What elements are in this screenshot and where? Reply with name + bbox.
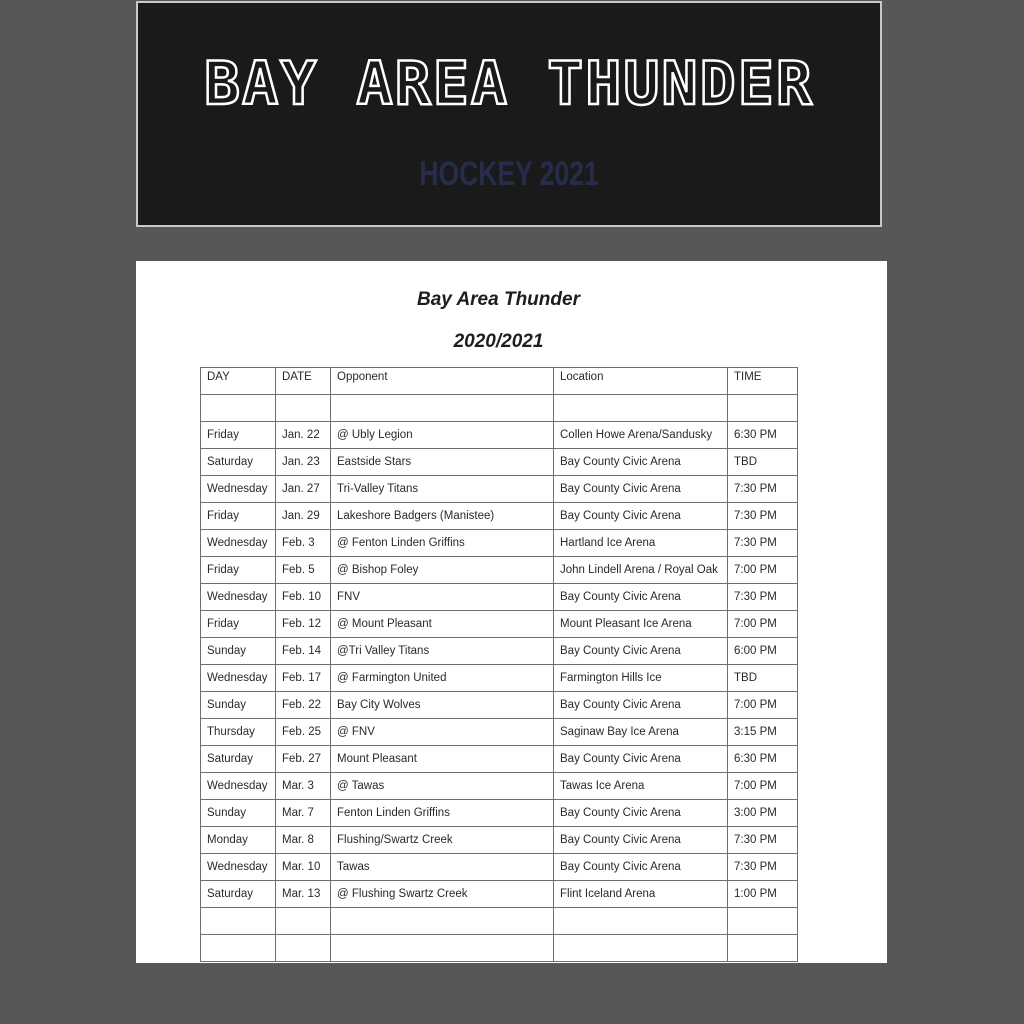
cell-time: 6:30 PM <box>728 422 798 449</box>
cell-date: Jan. 23 <box>276 449 331 476</box>
table-row <box>201 719 798 746</box>
cell-date <box>276 935 331 962</box>
cell-location: Bay County Civic Arena <box>554 476 728 503</box>
cell-day: Wednesday <box>201 476 276 503</box>
schedule-table <box>200 367 798 962</box>
cell-opponent: @ Fenton Linden Griffins <box>331 530 554 557</box>
cell-time: 7:30 PM <box>728 827 798 854</box>
cell-time <box>728 935 798 962</box>
cell-date: Feb. 25 <box>276 719 331 746</box>
cell-opponent: Lakeshore Badgers (Manistee) <box>331 503 554 530</box>
cell-day: Wednesday <box>201 665 276 692</box>
cell-date: Feb. 22 <box>276 692 331 719</box>
table-row <box>201 746 798 773</box>
cell-day: Saturday <box>201 881 276 908</box>
table-row <box>201 503 798 530</box>
cell-day: Wednesday <box>201 854 276 881</box>
cell-opponent <box>331 935 554 962</box>
cell-location: Tawas Ice Arena <box>554 773 728 800</box>
cell-day: Sunday <box>201 692 276 719</box>
cell-date: Feb. 17 <box>276 665 331 692</box>
cell-opponent: @ Flushing Swartz Creek <box>331 881 554 908</box>
cell-location: Bay County Civic Arena <box>554 827 728 854</box>
cell-date: Mar. 3 <box>276 773 331 800</box>
schedule-title: Bay Area Thunder <box>417 289 580 310</box>
cell-time: 7:30 PM <box>728 854 798 881</box>
cell-day <box>201 395 276 422</box>
cell-date: Feb. 5 <box>276 557 331 584</box>
table-row <box>201 854 798 881</box>
cell-location: Bay County Civic Arena <box>554 503 728 530</box>
cell-opponent: @ FNV <box>331 719 554 746</box>
cell-opponent: Mount Pleasant <box>331 746 554 773</box>
table-row <box>201 692 798 719</box>
cell-location: Mount Pleasant Ice Arena <box>554 611 728 638</box>
cell-date: Feb. 10 <box>276 584 331 611</box>
cell-time: 7:30 PM <box>728 584 798 611</box>
cell-time: 6:30 PM <box>728 746 798 773</box>
cell-time: 7:30 PM <box>728 476 798 503</box>
table-row <box>201 395 798 422</box>
cell-opponent: Eastside Stars <box>331 449 554 476</box>
cell-day <box>201 935 276 962</box>
table-row <box>201 449 798 476</box>
cell-location: Bay County Civic Arena <box>554 854 728 881</box>
cell-location <box>554 908 728 935</box>
table-header-row <box>201 368 798 395</box>
table-row <box>201 584 798 611</box>
cell-opponent: Tawas <box>331 854 554 881</box>
cell-time: 7:00 PM <box>728 692 798 719</box>
cell-day: Thursday <box>201 719 276 746</box>
cell-location <box>554 935 728 962</box>
table-row <box>201 611 798 638</box>
cell-location: Bay County Civic Arena <box>554 449 728 476</box>
cell-opponent: FNV <box>331 584 554 611</box>
cell-location: Hartland Ice Arena <box>554 530 728 557</box>
cell-location <box>554 395 728 422</box>
cell-day: Monday <box>201 827 276 854</box>
table-row <box>201 638 798 665</box>
cell-time: 6:00 PM <box>728 638 798 665</box>
cell-opponent: Tri-Valley Titans <box>331 476 554 503</box>
cell-opponent: Flushing/Swartz Creek <box>331 827 554 854</box>
table-row <box>201 422 798 449</box>
cell-location: Collen Howe Arena/Sandusky <box>554 422 728 449</box>
cell-date: Mar. 13 <box>276 881 331 908</box>
header-time: TIME <box>728 368 798 395</box>
schedule-document <box>136 261 887 963</box>
cell-opponent: @ Ubly Legion <box>331 422 554 449</box>
table-row <box>201 881 798 908</box>
table-row <box>201 530 798 557</box>
table-row <box>201 908 798 935</box>
cell-date: Jan. 22 <box>276 422 331 449</box>
cell-opponent <box>331 395 554 422</box>
header-banner <box>136 1 882 227</box>
cell-day: Wednesday <box>201 584 276 611</box>
cell-day: Wednesday <box>201 530 276 557</box>
cell-date: Jan. 27 <box>276 476 331 503</box>
cell-location: Bay County Civic Arena <box>554 692 728 719</box>
table-row <box>201 827 798 854</box>
cell-day: Friday <box>201 422 276 449</box>
cell-location: Flint Iceland Arena <box>554 881 728 908</box>
cell-opponent: @ Tawas <box>331 773 554 800</box>
cell-date: Feb. 14 <box>276 638 331 665</box>
table-row <box>201 665 798 692</box>
cell-time: 3:15 PM <box>728 719 798 746</box>
header-date: DATE <box>276 368 331 395</box>
cell-day: Saturday <box>201 746 276 773</box>
cell-time: 7:30 PM <box>728 503 798 530</box>
cell-day: Saturday <box>201 449 276 476</box>
cell-day: Sunday <box>201 638 276 665</box>
cell-time: 1:00 PM <box>728 881 798 908</box>
cell-time <box>728 395 798 422</box>
header-day: DAY <box>201 368 276 395</box>
schedule-season: 2020/2021 <box>453 331 544 352</box>
cell-location: Bay County Civic Arena <box>554 800 728 827</box>
banner-title: BAY AREA THUNDER <box>204 49 814 119</box>
cell-location: Saginaw Bay Ice Arena <box>554 719 728 746</box>
cell-time <box>728 908 798 935</box>
table-row <box>201 935 798 962</box>
cell-date: Mar. 8 <box>276 827 331 854</box>
cell-date: Mar. 7 <box>276 800 331 827</box>
cell-opponent: @ Mount Pleasant <box>331 611 554 638</box>
cell-date: Feb. 12 <box>276 611 331 638</box>
cell-date <box>276 908 331 935</box>
cell-time: 7:30 PM <box>728 530 798 557</box>
cell-opponent: @ Bishop Foley <box>331 557 554 584</box>
cell-time: 7:00 PM <box>728 557 798 584</box>
header-opponent: Opponent <box>331 368 554 395</box>
cell-opponent: @ Farmington United <box>331 665 554 692</box>
cell-day <box>201 908 276 935</box>
table-row <box>201 773 798 800</box>
cell-date <box>276 395 331 422</box>
cell-date: Feb. 3 <box>276 530 331 557</box>
cell-time: TBD <box>728 665 798 692</box>
cell-time: 7:00 PM <box>728 773 798 800</box>
cell-day: Friday <box>201 557 276 584</box>
cell-opponent <box>331 908 554 935</box>
cell-location: Farmington Hills Ice <box>554 665 728 692</box>
table-row <box>201 476 798 503</box>
cell-opponent: Bay City Wolves <box>331 692 554 719</box>
cell-location: John Lindell Arena / Royal Oak <box>554 557 728 584</box>
cell-location: Bay County Civic Arena <box>554 638 728 665</box>
cell-location: Bay County Civic Arena <box>554 584 728 611</box>
banner-subtitle: HOCKEY 2021 <box>419 155 599 193</box>
cell-time: 3:00 PM <box>728 800 798 827</box>
cell-date: Mar. 10 <box>276 854 331 881</box>
cell-day: Wednesday <box>201 773 276 800</box>
cell-opponent: Fenton Linden Griffins <box>331 800 554 827</box>
cell-opponent: @Tri Valley Titans <box>331 638 554 665</box>
header-location: Location <box>554 368 728 395</box>
cell-day: Friday <box>201 611 276 638</box>
table-row <box>201 557 798 584</box>
cell-date: Jan. 29 <box>276 503 331 530</box>
table-row <box>201 800 798 827</box>
cell-date: Feb. 27 <box>276 746 331 773</box>
cell-time: 7:00 PM <box>728 611 798 638</box>
cell-day: Sunday <box>201 800 276 827</box>
cell-time: TBD <box>728 449 798 476</box>
cell-location: Bay County Civic Arena <box>554 746 728 773</box>
cell-day: Friday <box>201 503 276 530</box>
